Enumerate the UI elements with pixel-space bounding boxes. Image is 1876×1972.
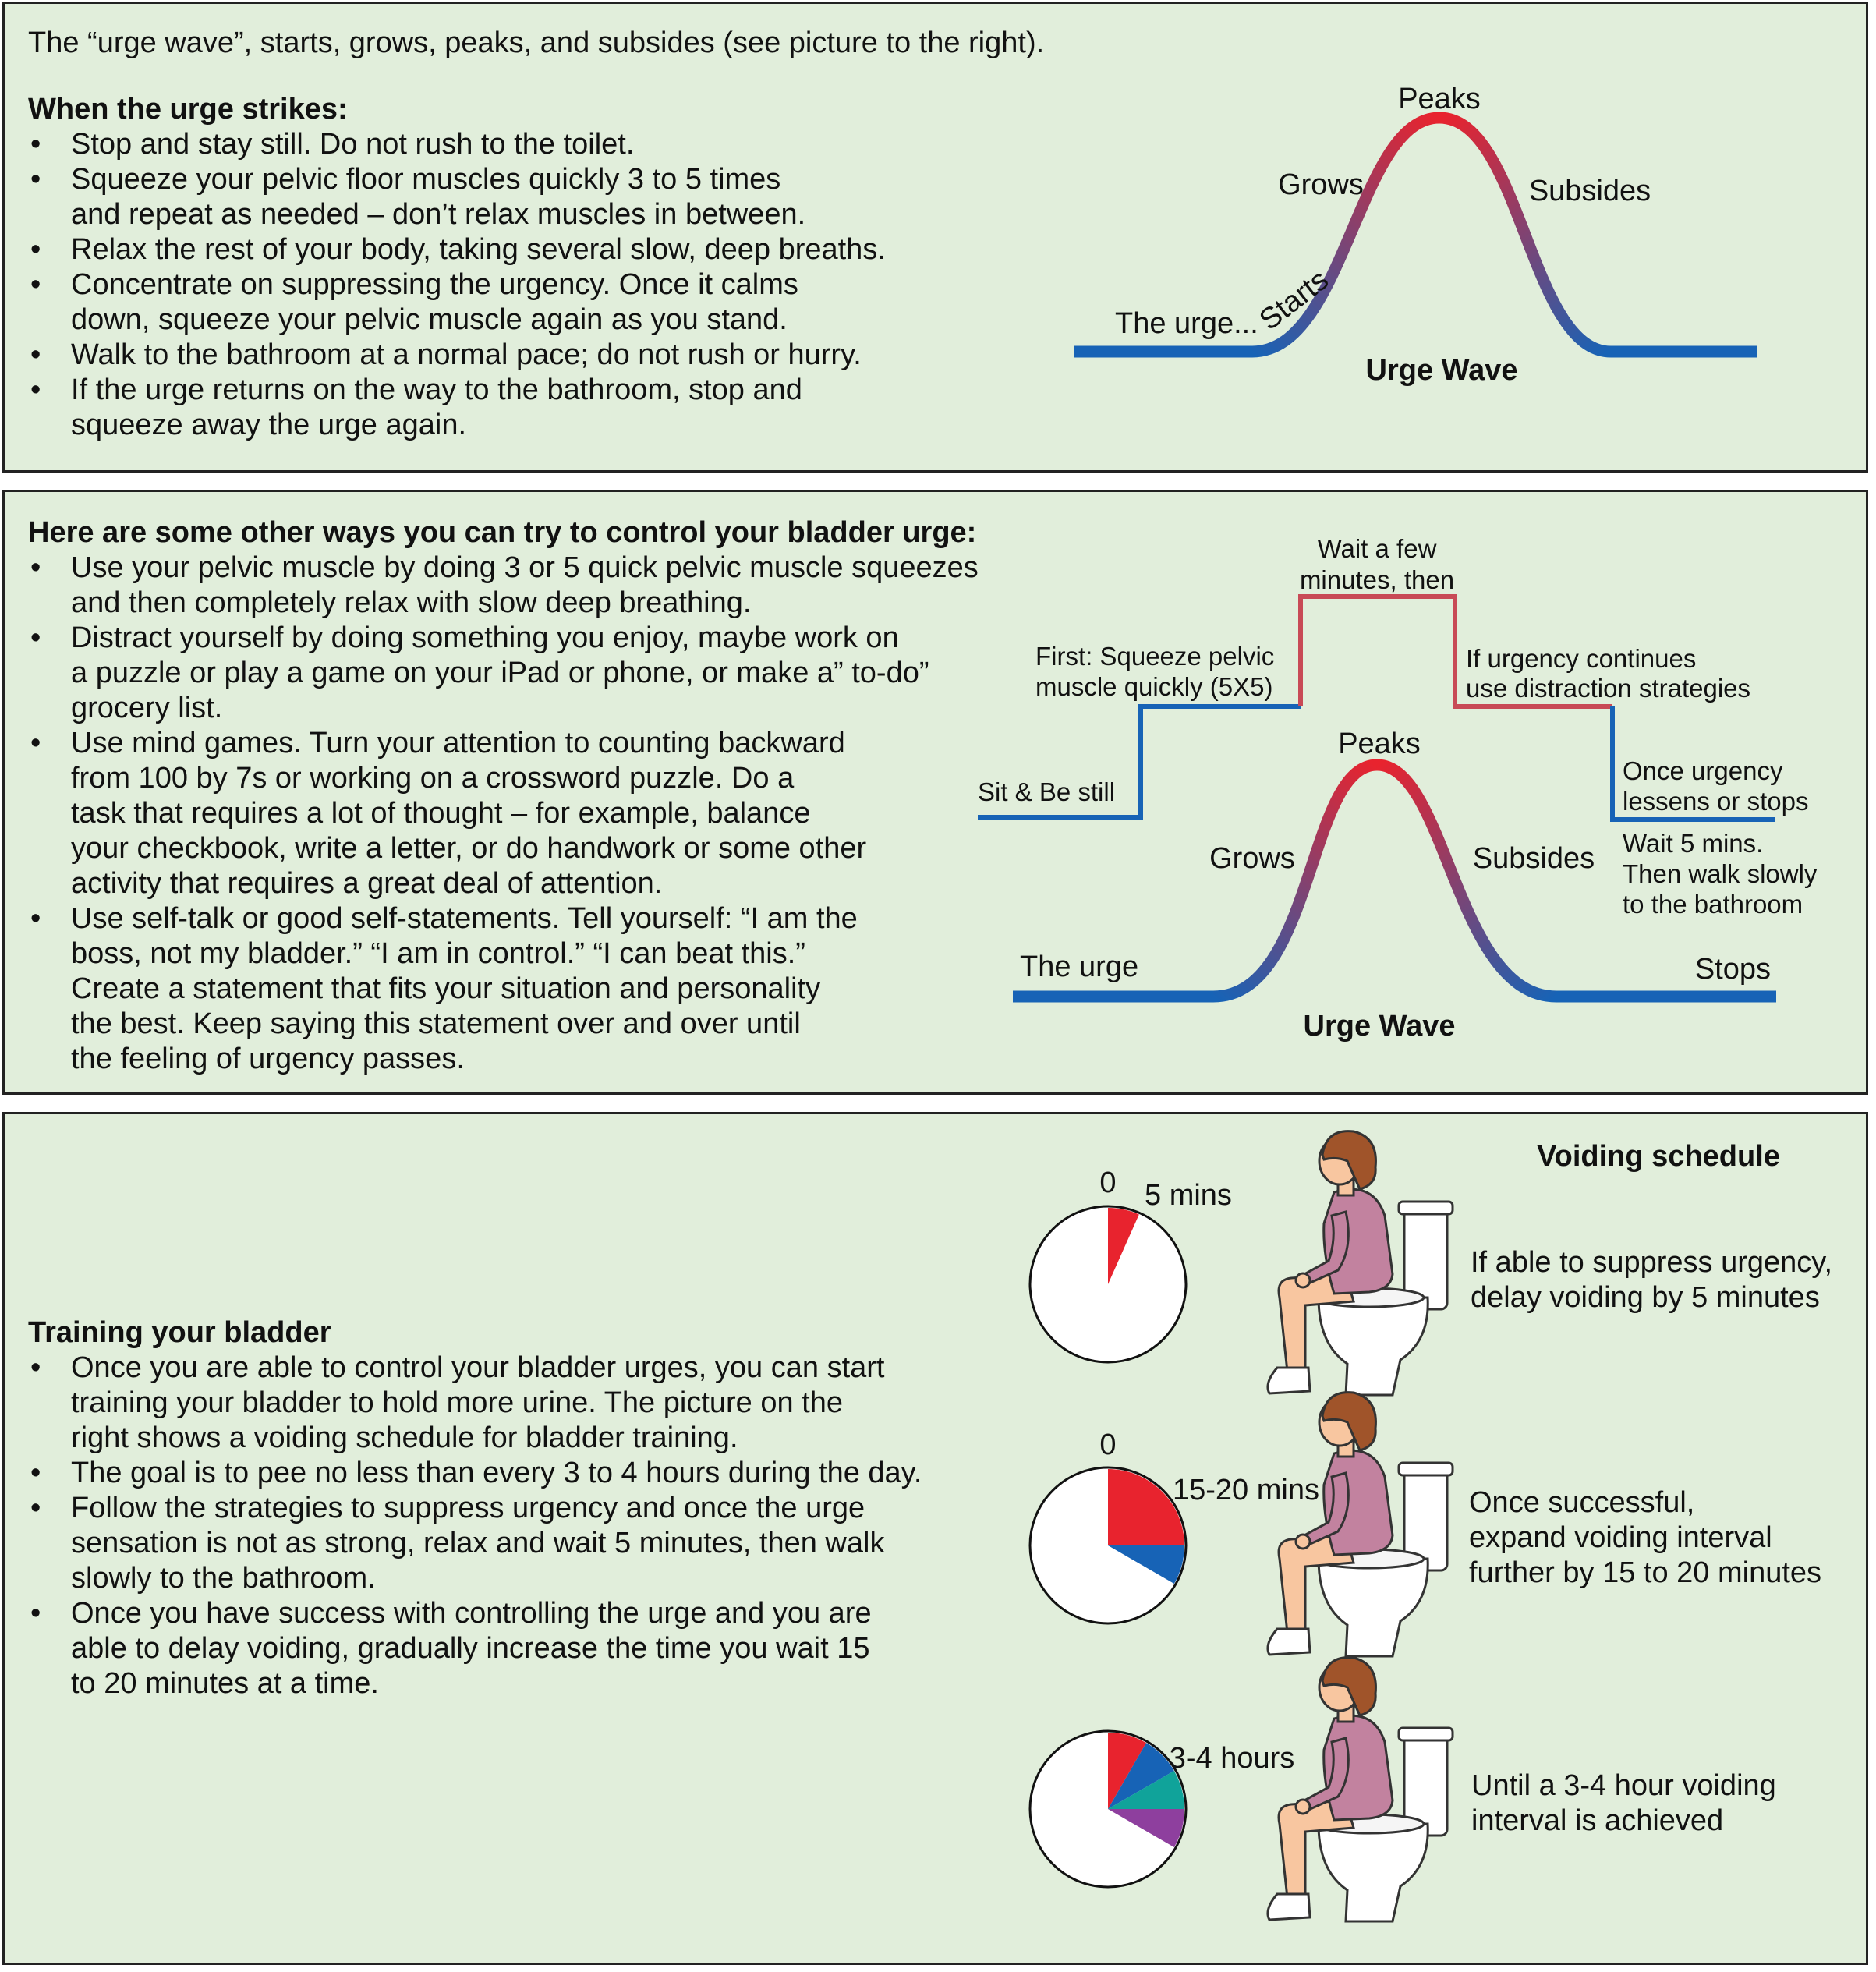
panel-bladder-training xyxy=(2,1112,1868,1965)
step-label-continues-2: use distraction strategies xyxy=(1466,674,1751,703)
step-label-lessens-1: Once urgency xyxy=(1623,756,1783,785)
panel-other-ways xyxy=(2,490,1868,1095)
wave-fall xyxy=(1439,118,1611,352)
step-label-first-2: muscle quickly (5X5) xyxy=(1035,672,1273,701)
bullet-text: Concentrate on suppressing the urgency. Once it calms down, squeeze your pelvic muscle again as you stand. xyxy=(71,268,798,336)
wave-label-grows: Grows xyxy=(1209,842,1295,875)
woman-on-toilet-icon xyxy=(1268,1393,1453,1656)
schedule-row-2 xyxy=(1030,1393,1821,1656)
schedule-desc: further by 15 to 20 minutes xyxy=(1469,1556,1822,1589)
wave-label-the-urge: The urge xyxy=(1020,951,1139,983)
wave-label-subsides: Subsides xyxy=(1528,175,1651,207)
schedule-desc: Until a 3-4 hour voiding xyxy=(1471,1769,1776,1802)
urge-wave-diagram-1 xyxy=(5,4,1871,475)
bullet-text: Use self-talk or good self-statements. Tell yourself: “I am the boss, not my bladder.” “I am in control.” “I can beat this.” Create a statement that fits your situation and personality the best. Keep saying this statement over and over until the feeling of urgency passes. xyxy=(71,902,858,1075)
bullet-text: Walk to the bathroom at a normal pace; do not rush or hurry. xyxy=(71,338,862,371)
step-label-walk-2: Then walk slowly xyxy=(1623,859,1818,888)
woman-on-toilet-icon xyxy=(1268,1658,1453,1921)
bullet-text: The goal is to pee no less than every 3 to 4 hours during the day. xyxy=(71,1457,922,1489)
step-label-wait-2: minutes, then xyxy=(1299,565,1455,594)
bullet-text: Distract yourself by doing something you enjoy, maybe work on a puzzle or play a game on your iPad or phone, or make a” to-do” grocery list. xyxy=(71,621,929,724)
clock-time-label: 5 mins xyxy=(1145,1179,1232,1212)
step-label-sit: Sit & Be still xyxy=(978,777,1116,806)
panel3-heading: Training your bladder xyxy=(28,1316,331,1349)
urge-control-diagram xyxy=(5,492,1871,1097)
step-label-walk-3: to the bathroom xyxy=(1623,890,1803,919)
schedule-row-3 xyxy=(1030,1658,1776,1921)
bullet-text: Stop and stay still. Do not rush to the toilet. xyxy=(71,128,635,161)
bullet-text: Use mind games. Turn your attention to counting backward from 100 by 7s or working on a crossword puzzle. Do a task that requires a lot of thought – for example, balance your checkbook, write a letter, or do handwork or some other activity that requires a great deal of attention. xyxy=(71,727,867,900)
wave-title: Urge Wave xyxy=(1365,354,1518,387)
panel1-heading: When the urge strikes: xyxy=(28,93,348,126)
wave-label-peaks: Peaks xyxy=(1338,728,1421,760)
woman-on-toilet-icon xyxy=(1268,1131,1453,1395)
step-label-continues-1: If urgency continues xyxy=(1466,644,1697,673)
schedule-title: Voiding schedule xyxy=(1537,1140,1780,1173)
wave-label-stops: Stops xyxy=(1694,953,1771,986)
voiding-schedule-diagram xyxy=(5,1114,1871,1967)
wave-label-subsides: Subsides xyxy=(1472,842,1595,875)
schedule-desc: delay voiding by 5 minutes xyxy=(1471,1281,1820,1314)
bullet-text: Relax the rest of your body, taking several slow, deep breaths. xyxy=(71,233,886,266)
wave-rise xyxy=(1213,765,1377,997)
panel2-heading: Here are some other ways you can try to control your bladder urge: xyxy=(28,516,977,549)
wave-fall xyxy=(1377,765,1556,997)
panel1-intro: The “urge wave”, starts, grows, peaks, and subsides (see picture to the right). xyxy=(28,27,1045,59)
wave-label-the-urge: The urge... xyxy=(1115,307,1258,340)
clock-time-label: 15-20 mins xyxy=(1173,1474,1319,1506)
bullet-text: Squeeze your pelvic floor muscles quickly 3 to 5 times and repeat as needed – don’t relax muscles in between. xyxy=(71,163,806,231)
schedule-desc: interval is achieved xyxy=(1471,1804,1724,1837)
panel-urge-strikes xyxy=(2,2,1868,473)
schedule-desc: expand voiding interval xyxy=(1469,1521,1772,1554)
step-label-walk-1: Wait 5 mins. xyxy=(1623,829,1764,858)
step-label-lessens-2: lessens or stops xyxy=(1623,787,1809,816)
bullet-text: Use your pelvic muscle by doing 3 or 5 quick pelvic muscle squeezes and then completely relax with slow deep breathing. xyxy=(71,551,979,619)
wave-label-starts: Starts xyxy=(1253,263,1335,338)
wave-title: Urge Wave xyxy=(1303,1010,1456,1043)
clock-zero-label: 0 xyxy=(1099,1167,1117,1199)
bullet-text: Once you have success with controlling the urge and you are able to delay voiding, gradually increase the time you wait 15 to 20 minutes at a time. xyxy=(71,1597,872,1700)
schedule-desc: If able to suppress urgency, xyxy=(1471,1246,1832,1279)
bullet-text: Once you are able to control your bladder urges, you can start training your bladder to hold more urine. The picture on the right shows a voiding schedule for bladder training. xyxy=(71,1351,885,1454)
schedule-desc: Once successful, xyxy=(1469,1486,1695,1519)
step-label-first-1: First: Squeeze pelvic xyxy=(1035,642,1275,671)
wave-label-peaks: Peaks xyxy=(1398,83,1481,115)
bullet-text: Follow the strategies to suppress urgency and once the urge sensation is not as strong, relax and wait 5 minutes, then walk slowly to the bathroom. xyxy=(71,1492,885,1595)
clock-time-label: 3-4 hours xyxy=(1169,1742,1295,1775)
bullet-text: If the urge returns on the way to the bathroom, stop and squeeze away the urge again. xyxy=(71,374,802,441)
wave-label-grows: Grows xyxy=(1278,168,1364,201)
step-label-wait-1: Wait a few xyxy=(1317,534,1437,563)
clock-zero-label: 0 xyxy=(1099,1429,1117,1461)
